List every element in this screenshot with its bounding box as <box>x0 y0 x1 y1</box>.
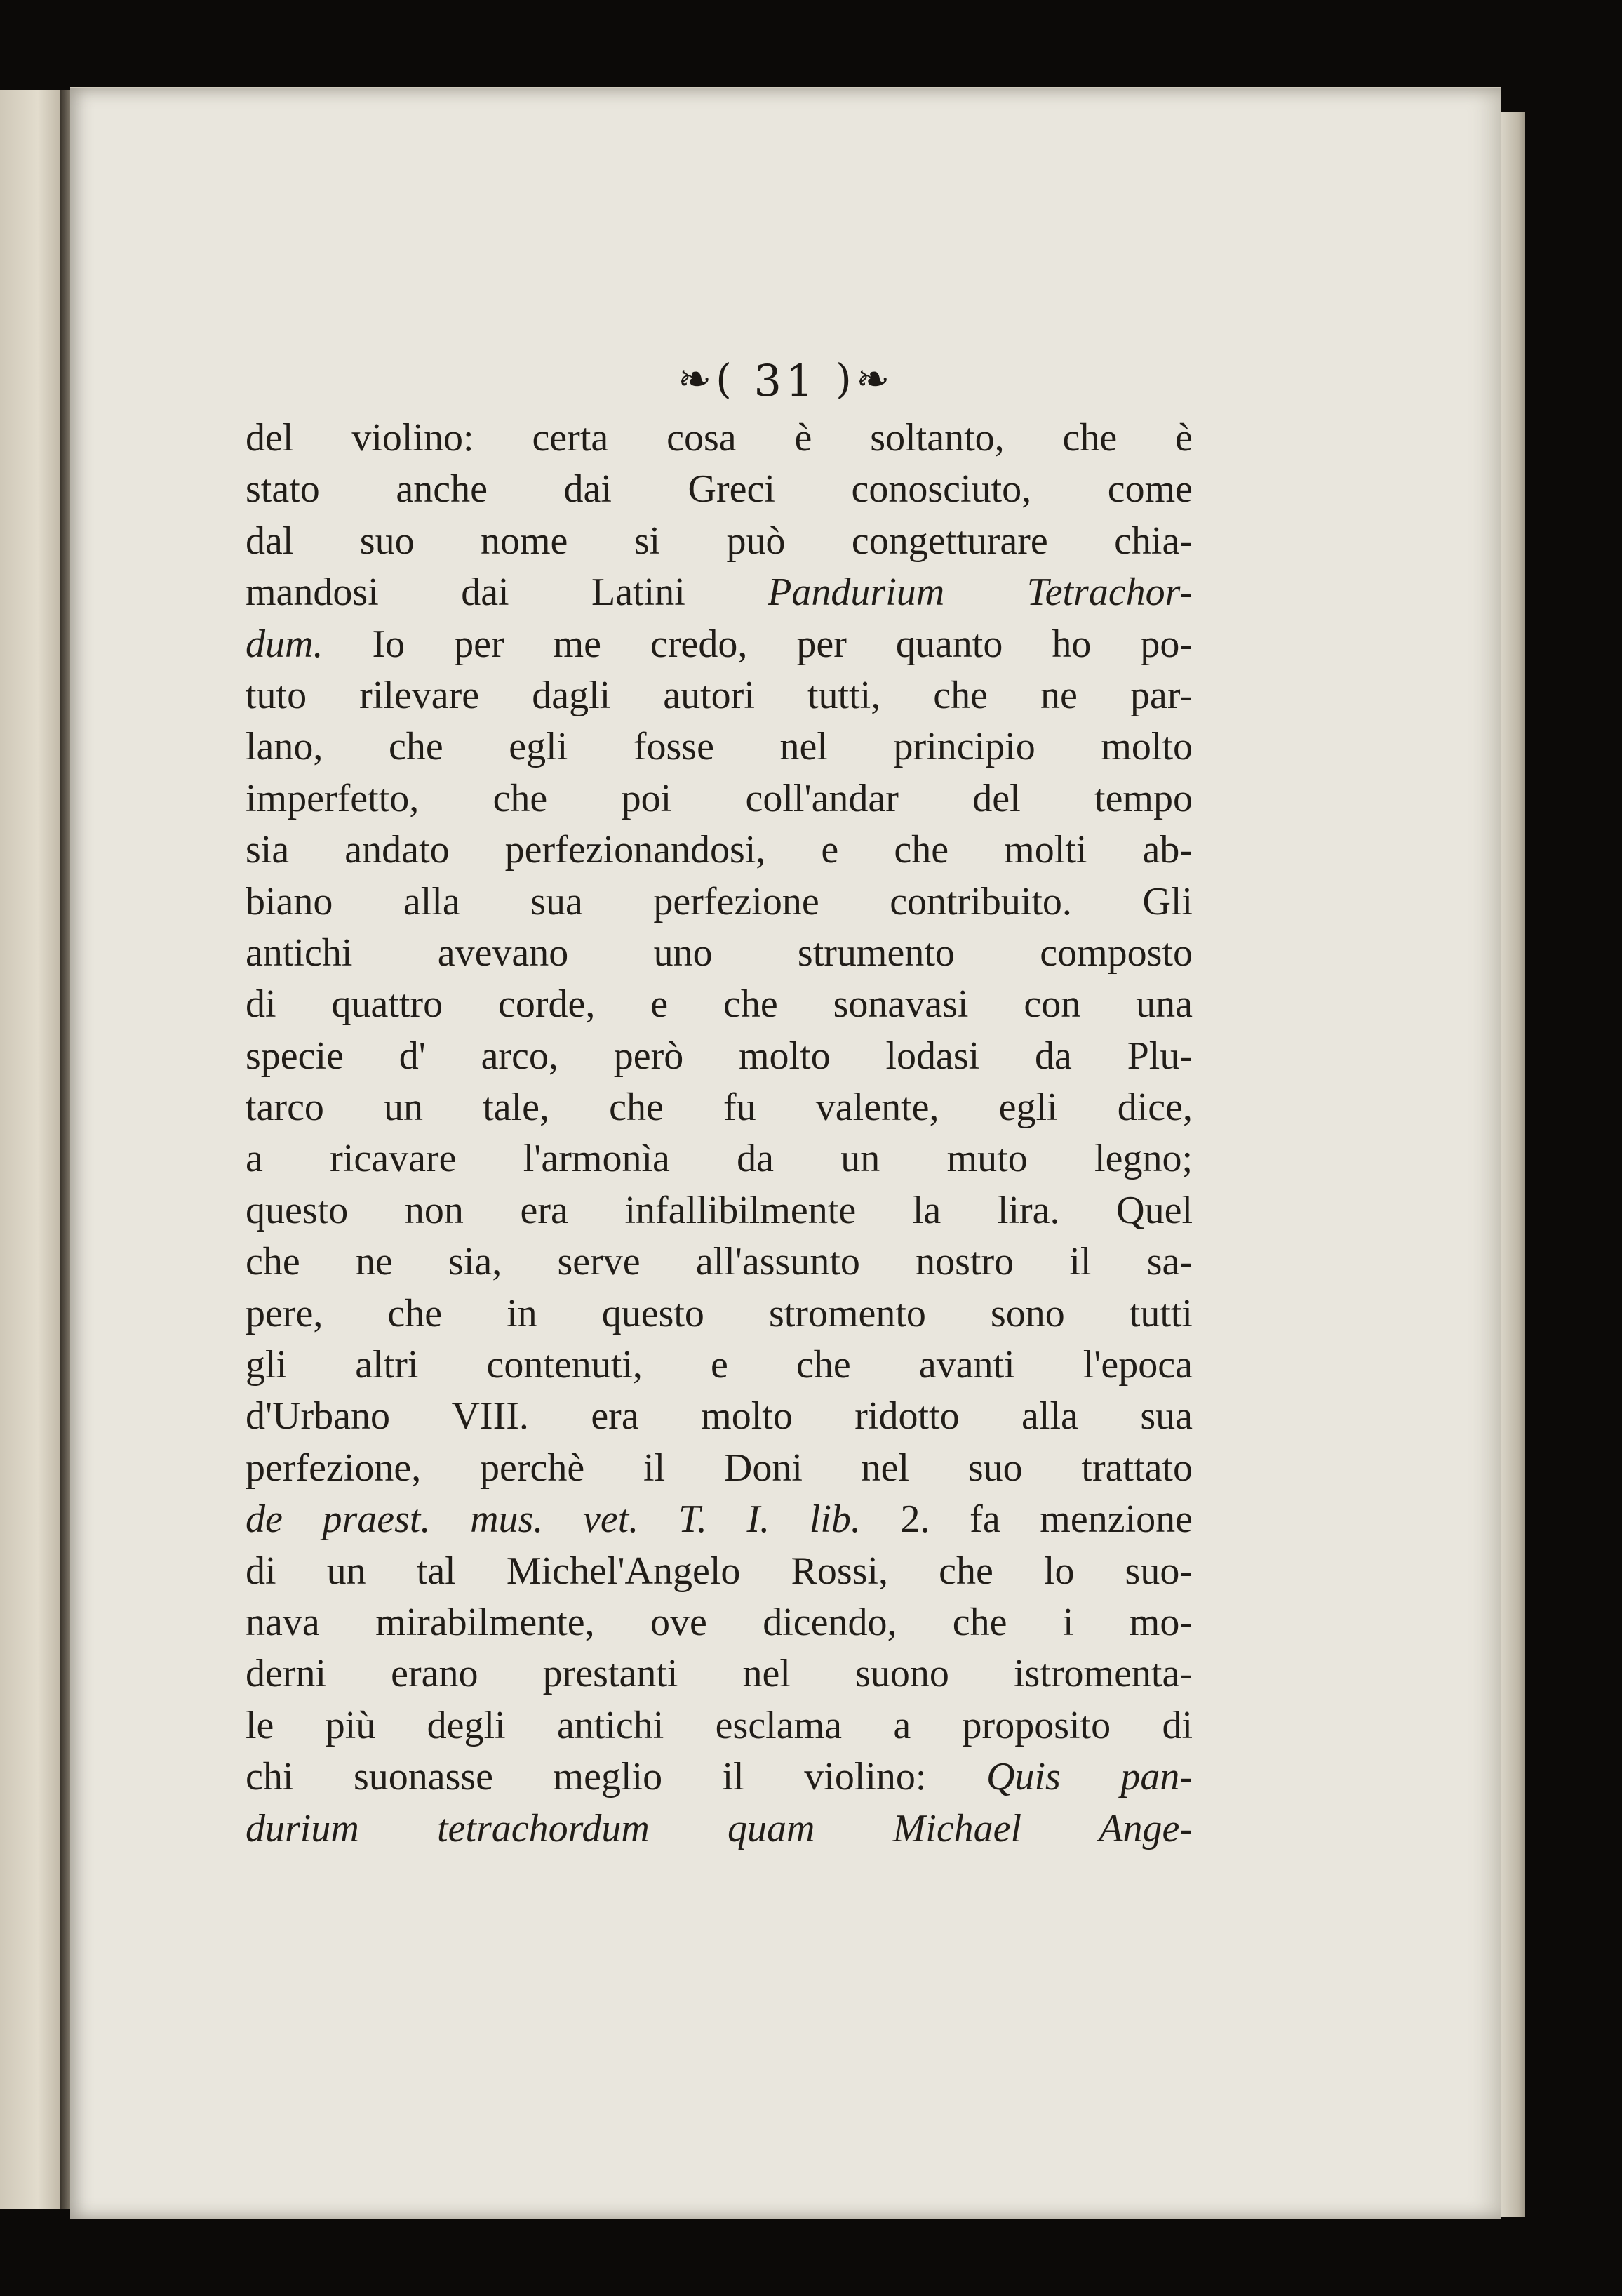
text-line <box>246 1185 1193 1236</box>
text-line <box>246 567 1193 618</box>
text-segment: stato anche dai Greci conosciuto, come <box>246 467 1193 512</box>
left-page-edge <box>0 90 65 2209</box>
page-number: 31 <box>753 355 818 406</box>
italic-text: dum. <box>246 622 323 666</box>
text-segment: lano, che egli fosse nel principio molto <box>246 725 1193 769</box>
text-segment: perfezione, perchè il Doni nel suo trattato <box>246 1446 1193 1490</box>
text-segment: nava mirabilmente, ove dicendo, che i mo- <box>246 1600 1193 1644</box>
text-segment: di un tal Michel'Angelo Rossi, che lo suo- <box>246 1549 1193 1593</box>
body-text <box>246 413 1193 1855</box>
text-line <box>246 721 1193 773</box>
text-segment: d'Urbano VIII. era molto ridotto alla sua <box>246 1394 1193 1439</box>
text-segment: tuto rilevare dagli autori tutti, che ne par- <box>246 673 1193 717</box>
text-line <box>246 619 1193 670</box>
text-segment: dal suo nome si può congetturare chia- <box>246 519 1193 563</box>
text-line <box>246 1443 1193 1494</box>
text-line <box>246 1700 1193 1751</box>
text-line <box>246 464 1193 515</box>
text-line <box>246 1597 1193 1648</box>
text-segment: antichi avevano uno strumento composto <box>246 930 1193 975</box>
text-segment: a ricavare l'armonìa da un muto legno; <box>246 1137 1193 1181</box>
text-segment: tarco un tale, che fu valente, egli dice, <box>246 1086 1193 1130</box>
text-line <box>246 773 1193 825</box>
text-line <box>246 1288 1193 1340</box>
text-segment: che ne sia, serve all'assunto nostro il sa- <box>246 1240 1193 1284</box>
text-line <box>246 1031 1193 1082</box>
right-page-edges <box>1501 112 1525 2217</box>
text-segment: sia andato perfezionandosi, e che molti ab- <box>246 828 1193 872</box>
text-line <box>246 1751 1193 1803</box>
text-segment: mandosi dai Latini <box>246 570 768 615</box>
text-line <box>246 928 1193 979</box>
book-page <box>70 87 1501 2219</box>
text-line <box>246 1391 1193 1442</box>
text-line <box>246 1133 1193 1184</box>
text-line <box>246 1648 1193 1700</box>
text-segment: chi suonasse meglio il violino: <box>246 1755 987 1799</box>
text-line <box>246 825 1193 876</box>
text-segment: imperfetto, che poi coll'andar del tempo <box>246 776 1193 820</box>
ornament-left-icon: ❧( <box>677 355 736 403</box>
text-segment: specie d' arco, però molto lodasi da Plu- <box>246 1034 1193 1078</box>
italic-text: Pandurium Tetrachor- <box>768 570 1193 615</box>
text-segment: le più degli antichi esclama a proposito di <box>246 1703 1193 1747</box>
running-head <box>70 355 1501 406</box>
text-segment: gli altri contenuti, e che avanti l'epoca <box>246 1343 1193 1387</box>
text-line <box>246 1340 1193 1391</box>
text-segment: pere, che in questo stromento sono tutti <box>246 1291 1193 1335</box>
text-line <box>246 876 1193 928</box>
text-segment: derni erano prestanti nel suono istromenta- <box>246 1652 1193 1696</box>
text-segment: del violino: certa cosa è soltanto, che è <box>246 416 1193 460</box>
text-line <box>246 1236 1193 1288</box>
text-line <box>246 516 1193 567</box>
text-line <box>246 979 1193 1030</box>
italic-text: durium tetrachordum quam Michael Ange- <box>246 1806 1193 1850</box>
italic-text: Quis pan- <box>986 1755 1193 1799</box>
text-segment: Io per me credo, per quanto ho po- <box>323 622 1193 666</box>
text-line <box>246 1494 1193 1545</box>
text-segment: biano alla sua perfezione contribuito. Gli <box>246 879 1193 923</box>
text-line <box>246 1546 1193 1597</box>
text-line <box>246 1082 1193 1133</box>
text-line <box>246 670 1193 721</box>
text-line <box>246 413 1193 464</box>
text-line <box>246 1803 1193 1855</box>
text-segment: 2. fa menzione <box>860 1497 1193 1542</box>
text-segment: di quattro corde, e che sonavasi con una <box>246 982 1193 1027</box>
italic-text: de praest. mus. vet. T. I. lib. <box>246 1497 861 1542</box>
text-segment: questo non era infallibilmente la lira. Quel <box>246 1188 1193 1232</box>
ornament-right-icon: )❧ <box>836 355 894 403</box>
